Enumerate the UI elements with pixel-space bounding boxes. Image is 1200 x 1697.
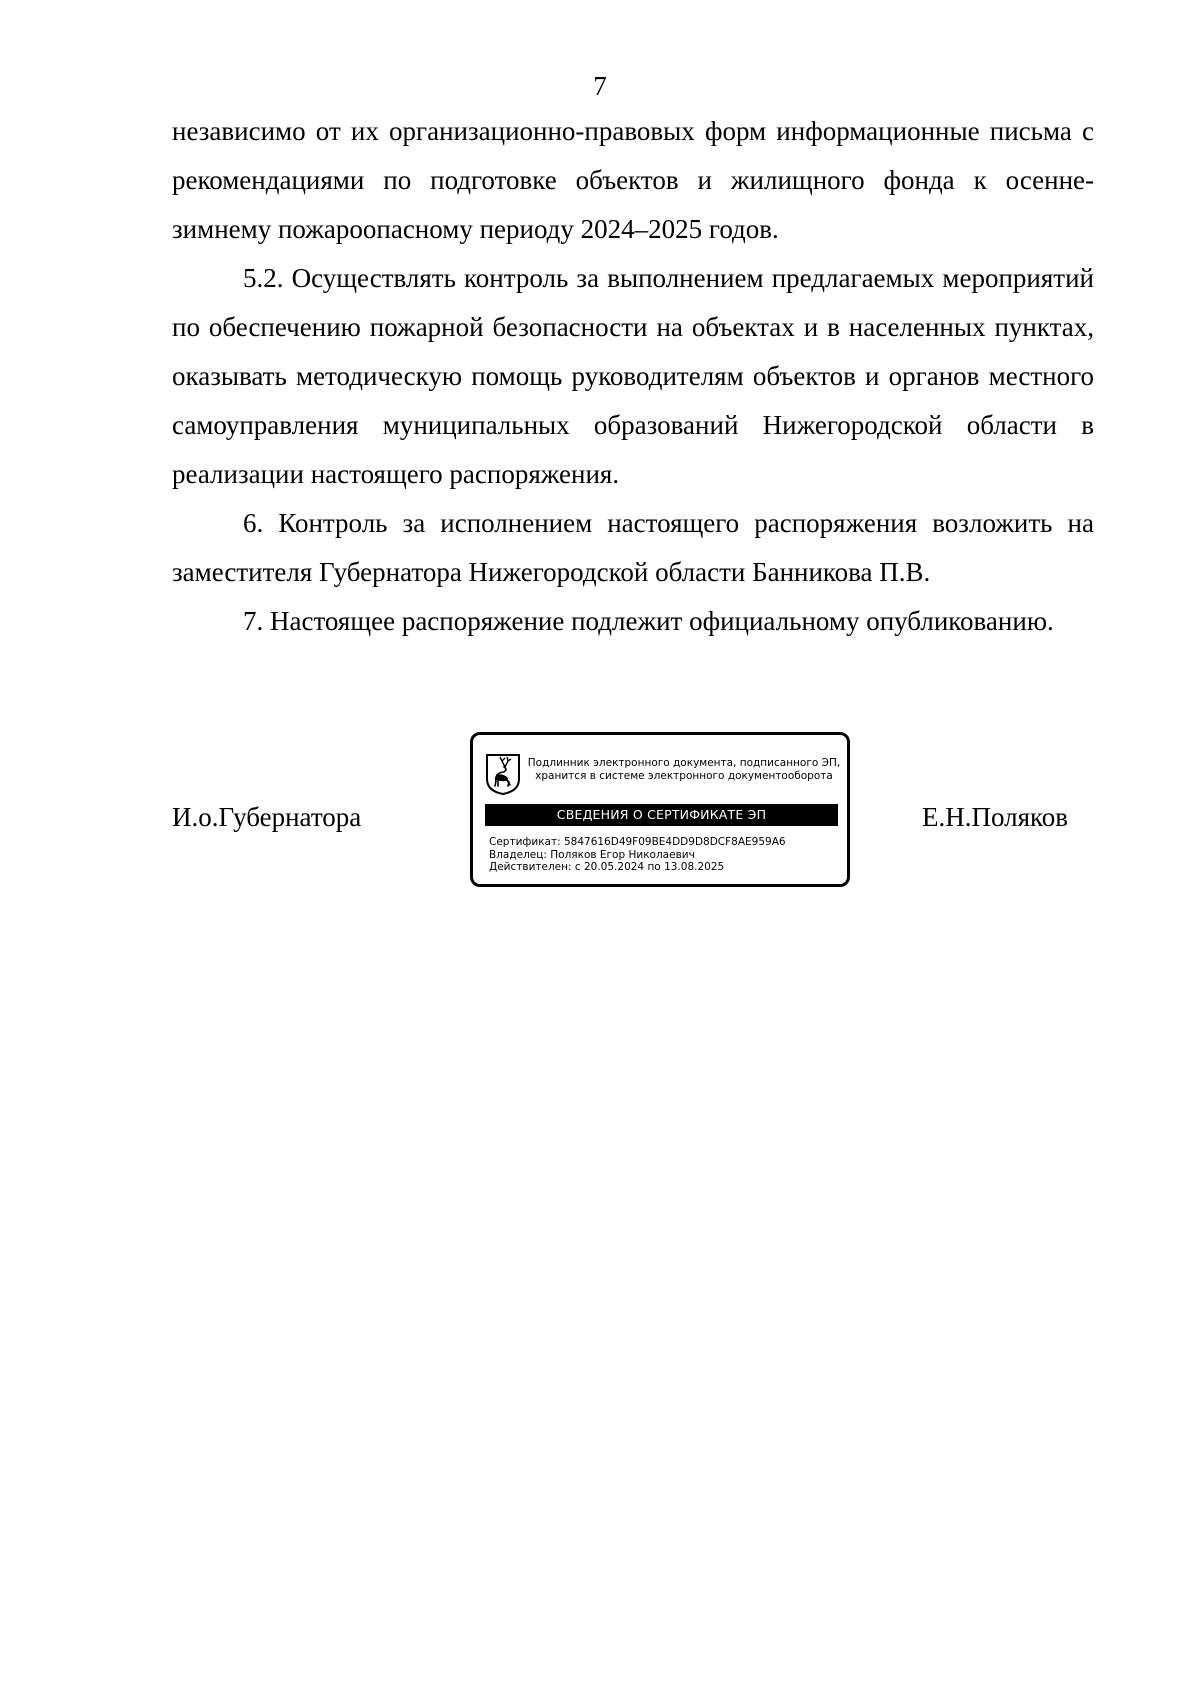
stamp-certificate-number: Сертификат: 5847616D49F09BE4DD9D8DCF8AE959A6 (489, 836, 786, 848)
signatory-name: Е.Н.Поляков (922, 802, 1069, 832)
signatory-position: И.о.Губернатора (172, 802, 362, 832)
paragraph-6: 6. Контроль за исполнением настоящего распоряжения возложить на заместителя Губернатора Нижегородской области Банникова П.В. (172, 508, 1094, 587)
stamp-certificate-title: СВЕДЕНИЯ О СЕРТИФИКАТЕ ЭП (485, 804, 838, 826)
page-number: 7 (593, 71, 607, 101)
stamp-certificate-owner: Владелец: Поляков Егор Николаевич (489, 848, 695, 861)
deer-coat-of-arms-icon (485, 753, 521, 796)
stamp-header-line-1: Подлинник электронного документа, подписанного ЭП, (527, 757, 841, 769)
stamp-header (525, 757, 843, 783)
stamp-certificate-details (489, 836, 839, 874)
document-body (172, 107, 1094, 646)
paragraph-5-2: 5.2. Осуществлять контроль за выполнением предлагаемых мероприятий по обеспечению пожарной безопасности на объектах и в населенных пунктах, оказывать методическую помощь руководителям объектов и органов местного самоуправления муниципальных образований Нижегородской области в реализации настоящего распоряжения. (172, 263, 1094, 489)
stamp-header-line-2: хранится в системе электронного документооборота (535, 770, 833, 782)
paragraph-continuation: независимо от их организационно-правовых форм информационные письма с рекомендациями по подготовке объектов и жилищного фонда к осенне-зимнему пожароопасному периоду 2024–2025 годов. (172, 116, 1094, 244)
electronic-signature-stamp (470, 732, 850, 887)
stamp-certificate-validity: Действителен: с 20.05.2024 по 13.08.2025 (489, 861, 725, 873)
paragraph-7: 7. Настоящее распоряжение подлежит официальному опубликованию. (243, 606, 1054, 636)
